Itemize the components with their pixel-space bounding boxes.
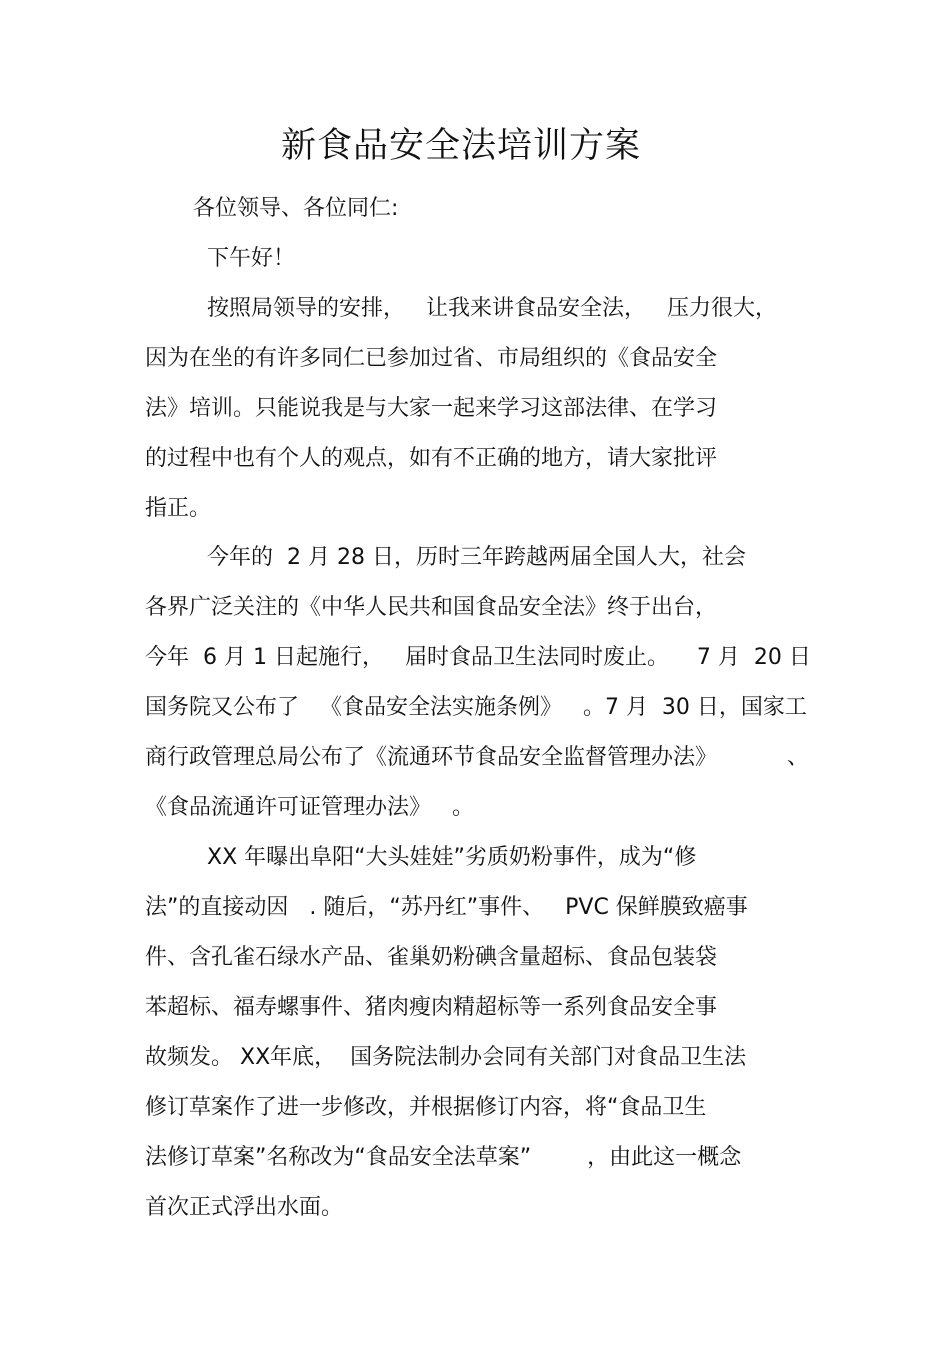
paragraph-1-line-2: 因为在坐的有许多同仁已参加过省、市局组织的《食品安全: [145, 346, 718, 371]
paragraph-3-line-3: 件、含孔雀石绿水产品、雀巢奶粉碘含量超标、食品包装袋: [145, 945, 718, 970]
paragraph-2-line-6: 《食品流通许可证管理办法》 。: [145, 795, 474, 820]
paragraph-2-line-1: 今年的 2 月 28 日，历时三年跨越两届全国人大，社会: [207, 545, 746, 570]
paragraph-3-line-8: 首次正式浮出水面。: [145, 1195, 344, 1220]
paragraph-2-line-4: 国务院又公布了 《食品安全法实施条例》 。7 月 30 日，国家工: [145, 695, 807, 720]
paragraph-3-line-7: 法修订草案”名称改为“食品安全法草案” ，由此这一概念: [145, 1145, 742, 1170]
paragraph-3-line-6: 修订草案作了进一步修改，并根据修订内容，将“食品卫生: [145, 1095, 707, 1120]
greeting: 下午好！: [207, 246, 296, 271]
paragraph-3-line-5: 故频发。 XX年底， 国务院法制办会同有关部门对食品卫生法: [145, 1045, 747, 1070]
paragraph-2-line-2: 各界广泛关注的《中华人民共和国食品安全法》终于出台，: [145, 595, 718, 620]
paragraph-1-line-5: 指正。: [145, 496, 212, 521]
paragraph-3-line-1: XX 年曝出阜阳“大头娃娃”劣质奶粉事件，成为“修: [207, 845, 697, 870]
paragraph-1-line-4: 的过程中也有个人的观点，如有不正确的地方，请大家批评: [145, 446, 718, 471]
document-title: 新食品安全法培训方案: [280, 126, 641, 166]
paragraph-2-line-3: 今年 6 月 1 日起施行， 届时食品卫生法同时废止。 7 月 20 日: [145, 645, 811, 670]
salutation: 各位领导、各位同仁:: [193, 196, 399, 221]
paragraph-2-line-5: 商行政管理总局公布了《流通环节食品安全监督管理办法》 、: [145, 745, 809, 770]
paragraph-3-line-2: 法”的直接动因 . 随后，“苏丹红”事件、 PVC 保鲜膜致癌事: [145, 895, 748, 920]
paragraph-1-line-3: 法》培训。只能说我是与大家一起来学习这部法律、在学习: [145, 396, 718, 421]
paragraph-1-line-1: 按照局领导的安排， 让我来讲食品安全法， 压力很大，: [207, 296, 777, 321]
paragraph-3-line-4: 苯超标、福寿螺事件、猪肉瘦肉精超标等一系列食品安全事: [145, 995, 718, 1020]
